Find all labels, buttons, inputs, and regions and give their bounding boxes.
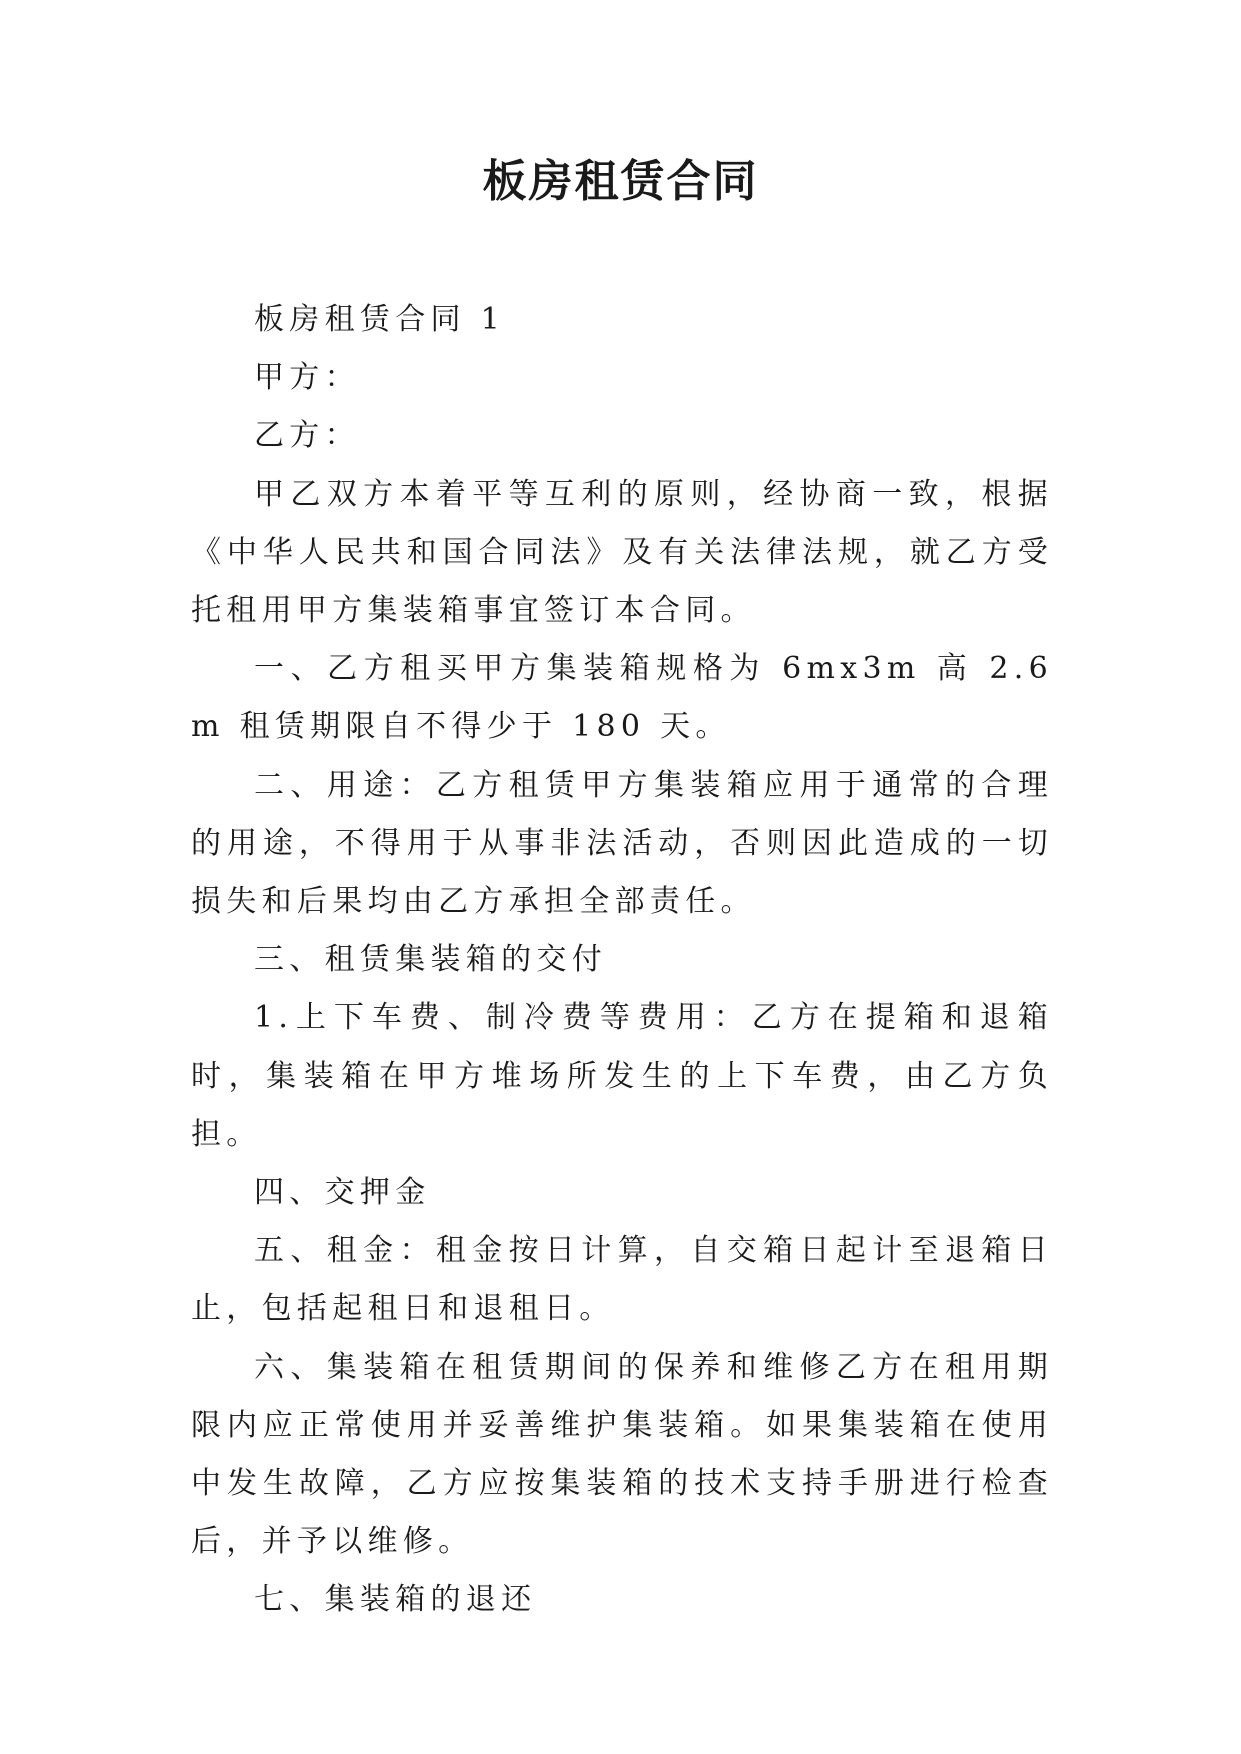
clause-7-return-heading: 七、集装箱的退还 bbox=[254, 1582, 537, 1618]
clause-3-1-fees: 1.上下车费、制冷费等费用：乙方在提箱和退箱时，集装箱在甲方堆场所发生的上下车费，由乙方负担。 bbox=[191, 1000, 1053, 1152]
clause-5-rent: 五、租金：租金按日计算，自交箱日起计至退箱日止，包括起租日和退租日。 bbox=[191, 1233, 1053, 1327]
preamble-paragraph: 甲乙双方本着平等互利的原则，经协商一致，根据《中华人民共和国合同法》及有关法律法规，就乙方受托租用甲方集装箱事宜签订本合同。 bbox=[191, 476, 1053, 629]
contract-subtitle: 板房租赁合同 1 bbox=[254, 302, 506, 337]
clause-6-maintenance: 六、集装箱在租赁期间的保养和维修乙方在租用期限内应正常使用并妥善维护集装箱。如果集装箱在使用中发生故障，乙方应按集装箱的技术支持手册进行检查后，并予以维修。 bbox=[191, 1349, 1053, 1560]
party-a-line: 甲方： bbox=[254, 360, 360, 396]
clause-4-deposit-heading: 四、交押金 bbox=[254, 1175, 431, 1211]
clause-3-delivery-heading: 三、租赁集装箱的交付 bbox=[254, 942, 607, 978]
document-title: 板房租赁合同 bbox=[482, 156, 759, 207]
party-b-line: 乙方： bbox=[254, 418, 360, 454]
clause-2-usage: 二、用途：乙方租赁甲方集装箱应用于通常的合理的用途，不得用于从事非法活动，否则因此造成的一切损失和后果均由乙方承担全部责任。 bbox=[191, 767, 1053, 920]
document-body bbox=[191, 291, 1053, 1630]
clause-1-specification: 一、乙方租买甲方集装箱规格为 6mx3m 高 2.6m 租赁期限自不得少于 180 天。 bbox=[191, 651, 1053, 745]
